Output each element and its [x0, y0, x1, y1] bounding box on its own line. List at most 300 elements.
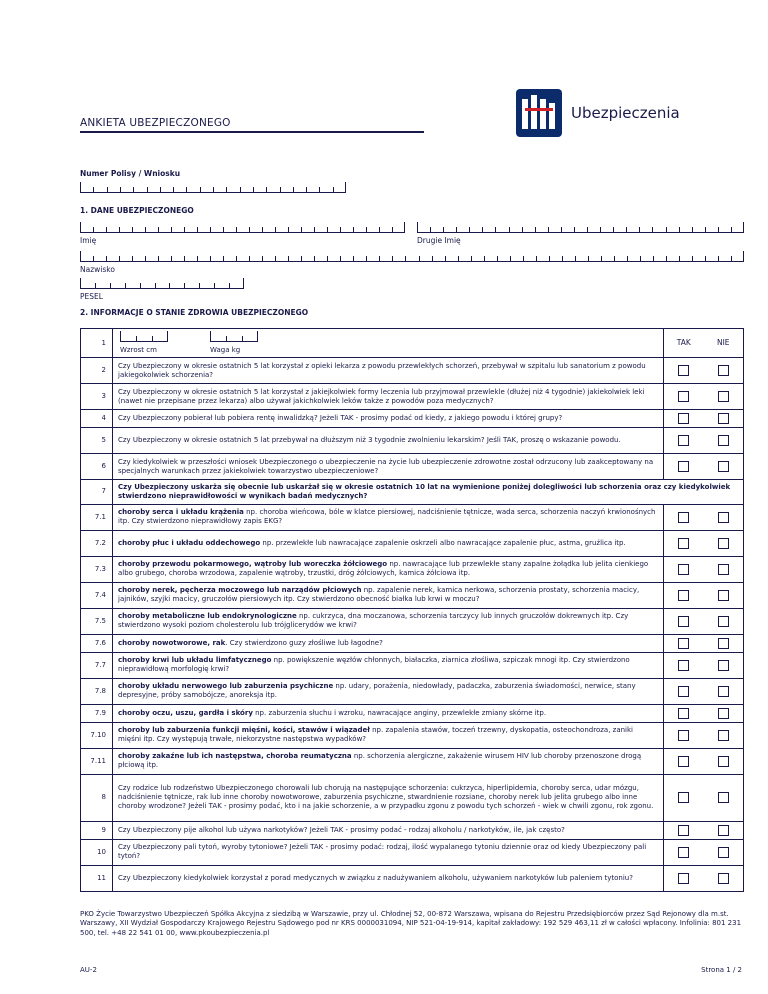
first-name-label: Imię: [80, 236, 97, 245]
comb-tick: [80, 278, 81, 288]
section-1-heading: 1. DANE UBEZPIECZONEGO: [80, 206, 194, 215]
comb-tick: [626, 227, 627, 232]
comb-tick: [392, 256, 393, 261]
question-term: choroby układu nerwowego lub zaburzenia psychiczne: [118, 682, 334, 691]
comb-tick: [145, 227, 146, 232]
question-number: 1: [81, 329, 113, 358]
comb-tick: [210, 331, 211, 341]
comb-tick: [333, 187, 334, 192]
question-number: 7.8: [81, 678, 113, 704]
comb-tick: [133, 187, 134, 192]
nie-checkbox[interactable]: [718, 616, 729, 627]
comb-tick: [743, 222, 744, 232]
question-number: 7.7: [81, 652, 113, 678]
comb-tick: [249, 256, 250, 261]
question-term: choroby przewodu pokarmowego, wątroby lub woreczka żółciowego: [118, 560, 388, 569]
question-row: [81, 504, 744, 530]
question-number: 7.4: [81, 582, 113, 608]
nie-checkbox[interactable]: [718, 391, 729, 402]
question-term: choroby oczu, uszu, gardła i skóry: [118, 708, 253, 717]
question-term: choroby krwi lub układu limfatycznego: [118, 656, 272, 665]
comb-tick: [482, 227, 483, 232]
comb-tick: [588, 256, 589, 261]
comb-tick: [484, 256, 485, 261]
tak-checkbox[interactable]: [678, 708, 689, 719]
page-number: Strona 1 / 2: [701, 966, 742, 974]
comb-tick: [223, 227, 224, 232]
question-text: [113, 722, 664, 748]
nie-checkbox[interactable]: [718, 873, 729, 884]
comb-tick: [471, 256, 472, 261]
comb-tick: [548, 227, 549, 232]
comb-tick: [353, 256, 354, 261]
tak-checkbox[interactable]: [678, 391, 689, 402]
comb-tick: [93, 187, 94, 192]
comb-tick: [184, 256, 185, 261]
question-text: [113, 634, 664, 652]
comb-tick: [497, 256, 498, 261]
question-term: Czy Ubezpieczony uskarża się obecnie lub uskarżał się w okresie ostatnich 10 lat na wymienione poniżej dolegliwości lub schorzenia oraz czy kiedykolwiek stwierdzono nieprawidłowości w wynikach badań medycznych?: [118, 483, 731, 500]
question-row: [81, 454, 744, 480]
comb-tick: [392, 227, 393, 232]
comb-tick: [314, 227, 315, 232]
comb-tick: [301, 227, 302, 232]
question-text: [113, 410, 664, 428]
question-text: [113, 774, 664, 821]
question-row: [81, 358, 744, 384]
company-footer-text: PKO Życie Towarzystwo Ubezpieczeń Spółka Akcyjna z siedzibą w Warszawie, przy ul. Chłodnej 52, 00-872 Warszawa, wpisana do Rejestru Przedsiębiorców przez Sąd Rejonowy dla m.st. Warszawy, XII Wydział Gospodarczy Krajowego Rejestru Sądowego pod nr KRS 0000031094, NIP 521-04-19-914, kapitał zakładowy: 192 529 463,11 zł w całości wpłacony. Infolinia: 801 231 500, tel. +48 22 541 01 00, www.pkoubezpieczenia.pl: [80, 910, 742, 937]
tak-checkbox[interactable]: [678, 413, 689, 424]
comb-tick: [275, 256, 276, 261]
section-2-heading: 2. INFORMACJE O STANIE ZDROWIA UBEZPIECZONEGO: [80, 308, 309, 317]
weight-label: Waga kg: [210, 346, 241, 354]
column-header-tak: TAK: [664, 329, 704, 358]
question-text: [113, 530, 664, 556]
comb-tick: [213, 187, 214, 192]
comb-tick: [419, 256, 420, 261]
comb-tick: [600, 227, 601, 232]
question-text: [113, 652, 664, 678]
comb-tick: [184, 227, 185, 232]
comb-tick: [136, 336, 137, 341]
comb-tick: [692, 256, 693, 261]
comb-tick: [456, 227, 457, 232]
question-text: [113, 582, 664, 608]
comb-tick: [167, 331, 168, 341]
question-description: Czy rodzice lub rodzeństwo Ubezpieczonego chorowali lub chorują na następujące schorzenia: cukrzyca, hiperlipidemia, choroby serca, udar mózgu, nadciśnienie tętnicze, rak lub inne choroby nowotworowe, zaburzenia psychiczne, stwardnienie rozsiane, choroby nerek lub jelita grubego albo inne choroby wrodzone? Jeżeli TAK - prosimy podać, kto i na jakie schorzenie, a w przypadku zgonu z powodu tych schorzeń - wiek w chwili zgonu, rok zgonu.: [118, 784, 654, 810]
question-row: [81, 821, 744, 839]
second-name-field[interactable]: [417, 223, 744, 233]
comb-tick: [262, 256, 263, 261]
comb-tick: [200, 187, 201, 192]
comb-tick: [155, 283, 156, 288]
comb-tick: [214, 283, 215, 288]
question-row: [81, 652, 744, 678]
question-description: Czy Ubezpieczony pali tytoń, wyroby tytoniowe? Jeżeli TAK - prosimy podać: rodzaj, ilość wypalanego tytoniu dziennie oraz od kiedy Ubezpieczony pali tytoń?: [118, 843, 647, 860]
tak-checkbox[interactable]: [678, 564, 689, 575]
comb-tick: [197, 256, 198, 261]
question-description: Czy Ubezpieczony pije alkohol lub używa narkotyków? Jeżeli TAK - prosimy podać - rodzaj alkoholu / narkotyków, ile, jak często?: [118, 825, 565, 834]
comb-tick: [613, 227, 614, 232]
comb-tick: [93, 227, 94, 232]
question-number: 6: [81, 454, 113, 480]
question-description: . Czy stwierdzono guzy złośliwe lub łagodne?: [225, 638, 383, 647]
comb-tick: [430, 227, 431, 232]
nie-checkbox[interactable]: [718, 365, 729, 376]
comb-tick: [639, 227, 640, 232]
question-number: 7: [81, 480, 113, 505]
comb-tick: [469, 227, 470, 232]
tak-checkbox[interactable]: [678, 512, 689, 523]
tak-checkbox[interactable]: [678, 730, 689, 741]
question-row: [81, 774, 744, 821]
second-name-label: Drugie Imię: [417, 236, 461, 245]
nie-checkbox[interactable]: [718, 435, 729, 446]
question-number: 11: [81, 865, 113, 891]
question-text: [113, 678, 664, 704]
question-row: [81, 634, 744, 652]
comb-tick: [184, 283, 185, 288]
comb-tick: [404, 222, 405, 232]
comb-tick: [535, 227, 536, 232]
comb-tick: [95, 283, 96, 288]
question-number: 7.11: [81, 748, 113, 774]
question-description: np. choroba wieńcowa, bóle w klatce piersiowej, nadciśnienie tętnicze, wada serca, schorzenia naczyń krwionośnych itp. Czy stwierdzono nieprawidłowy zapis EKG?: [118, 508, 656, 525]
comb-tick: [132, 227, 133, 232]
comb-tick: [262, 227, 263, 232]
tak-checkbox[interactable]: [678, 792, 689, 803]
question-row: [81, 410, 744, 428]
comb-tick: [509, 227, 510, 232]
question-text: [113, 384, 664, 410]
nie-checkbox[interactable]: [718, 792, 729, 803]
question-description: Czy Ubezpieczony w okresie ostatnich 5 lat korzystał z opieki lekarza z powodu przewlekłych schorzeń, przebywał w szpitalu lub sanatorium z powodu jakiegokolwiek schorzenia?: [118, 361, 646, 379]
comb-tick: [119, 227, 120, 232]
question-row: [81, 556, 744, 582]
comb-tick: [125, 283, 126, 288]
nie-checkbox[interactable]: [718, 564, 729, 575]
surname-field[interactable]: [80, 252, 744, 262]
nie-checkbox[interactable]: [718, 538, 729, 549]
comb-tick: [379, 227, 380, 232]
comb-tick: [107, 187, 108, 192]
nie-checkbox[interactable]: [718, 756, 729, 767]
policy-number-field[interactable]: [80, 183, 346, 193]
comb-tick: [627, 256, 628, 261]
question-number: 2: [81, 358, 113, 384]
comb-tick: [93, 256, 94, 261]
comb-tick: [562, 256, 563, 261]
comb-tick: [574, 227, 575, 232]
question-description: Czy Ubezpieczony kiedykolwiek korzystał z porad medycznych w związku z nadużywaniem alkoholu, używaniem narkotyków lub paleniem tytoniu?: [118, 873, 633, 882]
comb-tick: [171, 256, 172, 261]
nie-checkbox[interactable]: [718, 638, 729, 649]
question-text: [113, 504, 664, 530]
comb-tick: [340, 256, 341, 261]
comb-tick: [432, 256, 433, 261]
comb-tick: [679, 256, 680, 261]
nie-checkbox[interactable]: [718, 730, 729, 741]
question-term: choroby metaboliczne lub endokrynologiczne: [118, 612, 297, 621]
comb-tick: [340, 227, 341, 232]
comb-tick: [80, 182, 81, 192]
question-description: np. nawracające lub przewlekłe stany zapalne żołądka lub jelita cienkiego albo grubego, choroba wrzodowa, zapalenie wątroby, trzustki, dróg żółciowych, kamica żółciowa itp.: [118, 560, 649, 577]
comb-tick: [458, 256, 459, 261]
question-description: np. przewlekłe lub nawracające zapalenie oskrzeli albo nawracające zapalenie płuc, astma, gruźlica itp.: [260, 538, 626, 547]
comb-tick: [199, 283, 200, 288]
comb-tick: [445, 256, 446, 261]
brand-name: Ubezpieczenia: [571, 104, 680, 122]
comb-tick: [257, 331, 258, 341]
comb-tick: [301, 256, 302, 261]
comb-tick: [731, 256, 732, 261]
pesel-label: PESEL: [80, 292, 103, 301]
first-name-field[interactable]: [80, 223, 405, 233]
question-number: 7.9: [81, 704, 113, 722]
comb-tick: [327, 256, 328, 261]
nie-checkbox[interactable]: [718, 413, 729, 424]
comb-tick: [120, 331, 121, 341]
tak-checkbox[interactable]: [678, 847, 689, 858]
tak-checkbox[interactable]: [678, 756, 689, 767]
comb-tick: [240, 187, 241, 192]
comb-tick: [353, 227, 354, 232]
question-row: [81, 582, 744, 608]
question-row: [81, 839, 744, 865]
comb-tick: [666, 227, 667, 232]
question-description: np. powiększenie węzłów chłonnych, białaczka, ziarnica złośliwa, szpiczak mnogi itp. Czy stwierdzono nieprawidłową morfologię krwi?: [118, 656, 630, 673]
comb-tick: [522, 227, 523, 232]
question-description: Czy Ubezpieczony pobierał lub pobiera rentę inwalidzką? Jeżeli TAK - prosimy podać od kiedy, z jakiego powodu i której grupy?: [118, 414, 563, 423]
tak-checkbox[interactable]: [678, 590, 689, 601]
comb-tick: [379, 256, 380, 261]
question-row: [81, 608, 744, 634]
comb-tick: [523, 256, 524, 261]
comb-tick: [120, 187, 121, 192]
question-description: np. schorzenia alergiczne, zakażenie wirusem HIV lub choroby przenoszone drogą płciową itp.: [118, 752, 642, 769]
health-questionnaire-table: [80, 328, 744, 892]
question-description: np. zapalenie nerek, kamica nerkowa, schorzenia prostaty, schorzenia macicy, jajników, szyjki macicy, gruczołów piersiowych itp. Czy stwierdzono obecność białka lub krwi w moczu?: [118, 586, 640, 603]
question-term: choroby serca i układu krążenia: [118, 508, 244, 517]
question-description: Czy Ubezpieczony w okresie ostatnich 5 lat przebywał na dłuższym niż 3 tygodnie zwolnieniu lekarskim? Jeśli TAK, proszę o wskazanie powodu.: [118, 436, 621, 445]
question-text: [113, 428, 664, 454]
question-text: [113, 704, 664, 722]
comb-tick: [366, 256, 367, 261]
policy-number-label: Numer Polisy / Wniosku: [80, 169, 181, 178]
comb-tick: [226, 336, 227, 341]
comb-tick: [314, 256, 315, 261]
comb-tick: [601, 256, 602, 261]
comb-tick: [405, 256, 406, 261]
comb-tick: [510, 256, 511, 261]
comb-tick: [575, 256, 576, 261]
nie-checkbox[interactable]: [718, 590, 729, 601]
tak-checkbox[interactable]: [678, 638, 689, 649]
question-text: [113, 748, 664, 774]
comb-tick: [692, 227, 693, 232]
question-description: np. udary, porażenia, niedowłady, padaczka, zaburzenia świadomości, nerwice, stany depresyjne, próby samobójcze, anoreksja itp.: [118, 682, 636, 699]
comb-tick: [679, 227, 680, 232]
comb-tick: [249, 227, 250, 232]
comb-tick: [242, 336, 243, 341]
comb-tick: [243, 278, 244, 288]
comb-tick: [345, 182, 346, 192]
question-number: 8: [81, 774, 113, 821]
question-text: [113, 358, 664, 384]
comb-tick: [106, 227, 107, 232]
comb-tick: [160, 187, 161, 192]
question-term: choroby nerek, pęcherza moczowego lub narządów płciowych: [118, 586, 362, 595]
comb-tick: [327, 227, 328, 232]
question-row-1: [81, 329, 744, 358]
comb-tick: [417, 222, 418, 232]
tak-checkbox[interactable]: [678, 660, 689, 671]
comb-tick: [549, 256, 550, 261]
comb-tick: [253, 187, 254, 192]
column-header-nie: NIE: [704, 329, 744, 358]
comb-tick: [173, 187, 174, 192]
page-title: ANKIETA UBEZPIECZONEGO: [80, 117, 231, 129]
tak-checkbox[interactable]: [678, 435, 689, 446]
comb-tick: [288, 256, 289, 261]
comb-tick: [640, 256, 641, 261]
nie-checkbox[interactable]: [718, 512, 729, 523]
question-term: choroby zakaźne lub ich następstwa, choroba reumatyczna: [118, 752, 352, 761]
comb-tick: [614, 256, 615, 261]
nie-checkbox[interactable]: [718, 847, 729, 858]
question-text: [113, 821, 664, 839]
tak-checkbox[interactable]: [678, 825, 689, 836]
question-row: [81, 530, 744, 556]
comb-tick: [275, 227, 276, 232]
question-description: Czy kiedykolwiek w przeszłości wniosek Ubezpieczonego o ubezpieczenie na życie lub ubezpieczenie zdrowotne został odrzucony lub zaakceptowany na specjalnych warunkach przez jakiekolwiek towarzystwo ubezpieczeniowe?: [118, 457, 654, 475]
comb-tick: [197, 227, 198, 232]
question-description: np. cukrzyca, dna moczanowa, schorzenia tarczycy lub innych gruczołów dokrewnych itp. Czy stwierdzono wysoki poziom cholesterolu lub trójglicerydów we krwi?: [118, 612, 629, 629]
question-text: [113, 454, 664, 480]
tak-checkbox[interactable]: [678, 461, 689, 472]
question-text: [113, 608, 664, 634]
question-term: choroby płuc i układu oddechowego: [118, 538, 261, 547]
question-description: np. zaburzenia słuchu i wzroku, nawracające anginy, przewlekłe zmiany skórne itp.: [252, 708, 547, 717]
comb-tick: [306, 187, 307, 192]
question-description: Czy Ubezpieczony w okresie ostatnich 5 lat korzystał z jakiejkolwiek formy leczenia lub przyjmował przewlekle (dłużej niż 4 tygodnie) jakiekolwiek leki (nawet nie przepisane przez lekarza) albo używał jakichkolwiek leków także z powodów poza medycznych?: [118, 387, 645, 405]
height-field[interactable]: [120, 332, 168, 342]
question-number: 9: [81, 821, 113, 839]
question-row: [81, 704, 744, 722]
comb-tick: [119, 256, 120, 261]
comb-tick: [743, 251, 744, 261]
comb-tick: [718, 256, 719, 261]
surname-label: Nazwisko: [80, 265, 115, 274]
question-row: [81, 722, 744, 748]
question-number: 7.6: [81, 634, 113, 652]
comb-tick: [666, 256, 667, 261]
comb-tick: [652, 227, 653, 232]
question-number: 7.2: [81, 530, 113, 556]
height-label: Wzrost cm: [120, 346, 157, 354]
nie-checkbox[interactable]: [718, 660, 729, 671]
comb-tick: [147, 187, 148, 192]
question-number: 5: [81, 428, 113, 454]
comb-tick: [653, 256, 654, 261]
question-row: [81, 678, 744, 704]
question-number: 7.10: [81, 722, 113, 748]
tak-checkbox[interactable]: [678, 616, 689, 627]
question-number: 7.5: [81, 608, 113, 634]
comb-tick: [223, 256, 224, 261]
comb-tick: [587, 227, 588, 232]
question-text: [113, 480, 744, 505]
tak-checkbox[interactable]: [678, 538, 689, 549]
comb-tick: [718, 227, 719, 232]
nie-checkbox[interactable]: [718, 825, 729, 836]
comb-tick: [443, 227, 444, 232]
comb-tick: [288, 227, 289, 232]
question-row: [81, 865, 744, 891]
question-text: [113, 865, 664, 891]
weight-field[interactable]: [210, 332, 258, 342]
comb-tick: [236, 256, 237, 261]
comb-tick: [186, 187, 187, 192]
comb-tick: [366, 227, 367, 232]
title-divider: [80, 131, 424, 133]
comb-tick: [210, 256, 211, 261]
comb-tick: [171, 227, 172, 232]
comb-tick: [229, 283, 230, 288]
question-row: [81, 748, 744, 774]
comb-tick: [106, 256, 107, 261]
question-number: 4: [81, 410, 113, 428]
comb-tick: [158, 256, 159, 261]
comb-tick: [495, 227, 496, 232]
nie-checkbox[interactable]: [718, 686, 729, 697]
comb-tick: [145, 256, 146, 261]
question-row: [81, 428, 744, 454]
question-row: [81, 384, 744, 410]
nie-checkbox[interactable]: [718, 708, 729, 719]
comb-tick: [226, 187, 227, 192]
question-row: [81, 480, 744, 505]
comb-tick: [110, 283, 111, 288]
comb-tick: [80, 222, 81, 232]
comb-tick: [293, 187, 294, 192]
comb-tick: [705, 256, 706, 261]
pesel-field[interactable]: [80, 279, 244, 289]
nie-checkbox[interactable]: [718, 461, 729, 472]
comb-tick: [731, 227, 732, 232]
comb-tick: [132, 256, 133, 261]
tak-checkbox[interactable]: [678, 686, 689, 697]
comb-tick: [158, 227, 159, 232]
question-number: 7.3: [81, 556, 113, 582]
comb-tick: [561, 227, 562, 232]
comb-tick: [236, 227, 237, 232]
question-number: 10: [81, 839, 113, 865]
comb-tick: [210, 227, 211, 232]
comb-tick: [705, 227, 706, 232]
form-code: AU-2: [80, 966, 97, 974]
question-term: choroby nowotworowe, rak: [118, 638, 226, 647]
comb-tick: [140, 283, 141, 288]
tak-checkbox[interactable]: [678, 365, 689, 376]
comb-tick: [169, 283, 170, 288]
question-text: [113, 839, 664, 865]
tak-checkbox[interactable]: [678, 873, 689, 884]
comb-tick: [319, 187, 320, 192]
comb-tick: [536, 256, 537, 261]
comb-tick: [266, 187, 267, 192]
comb-tick: [280, 187, 281, 192]
